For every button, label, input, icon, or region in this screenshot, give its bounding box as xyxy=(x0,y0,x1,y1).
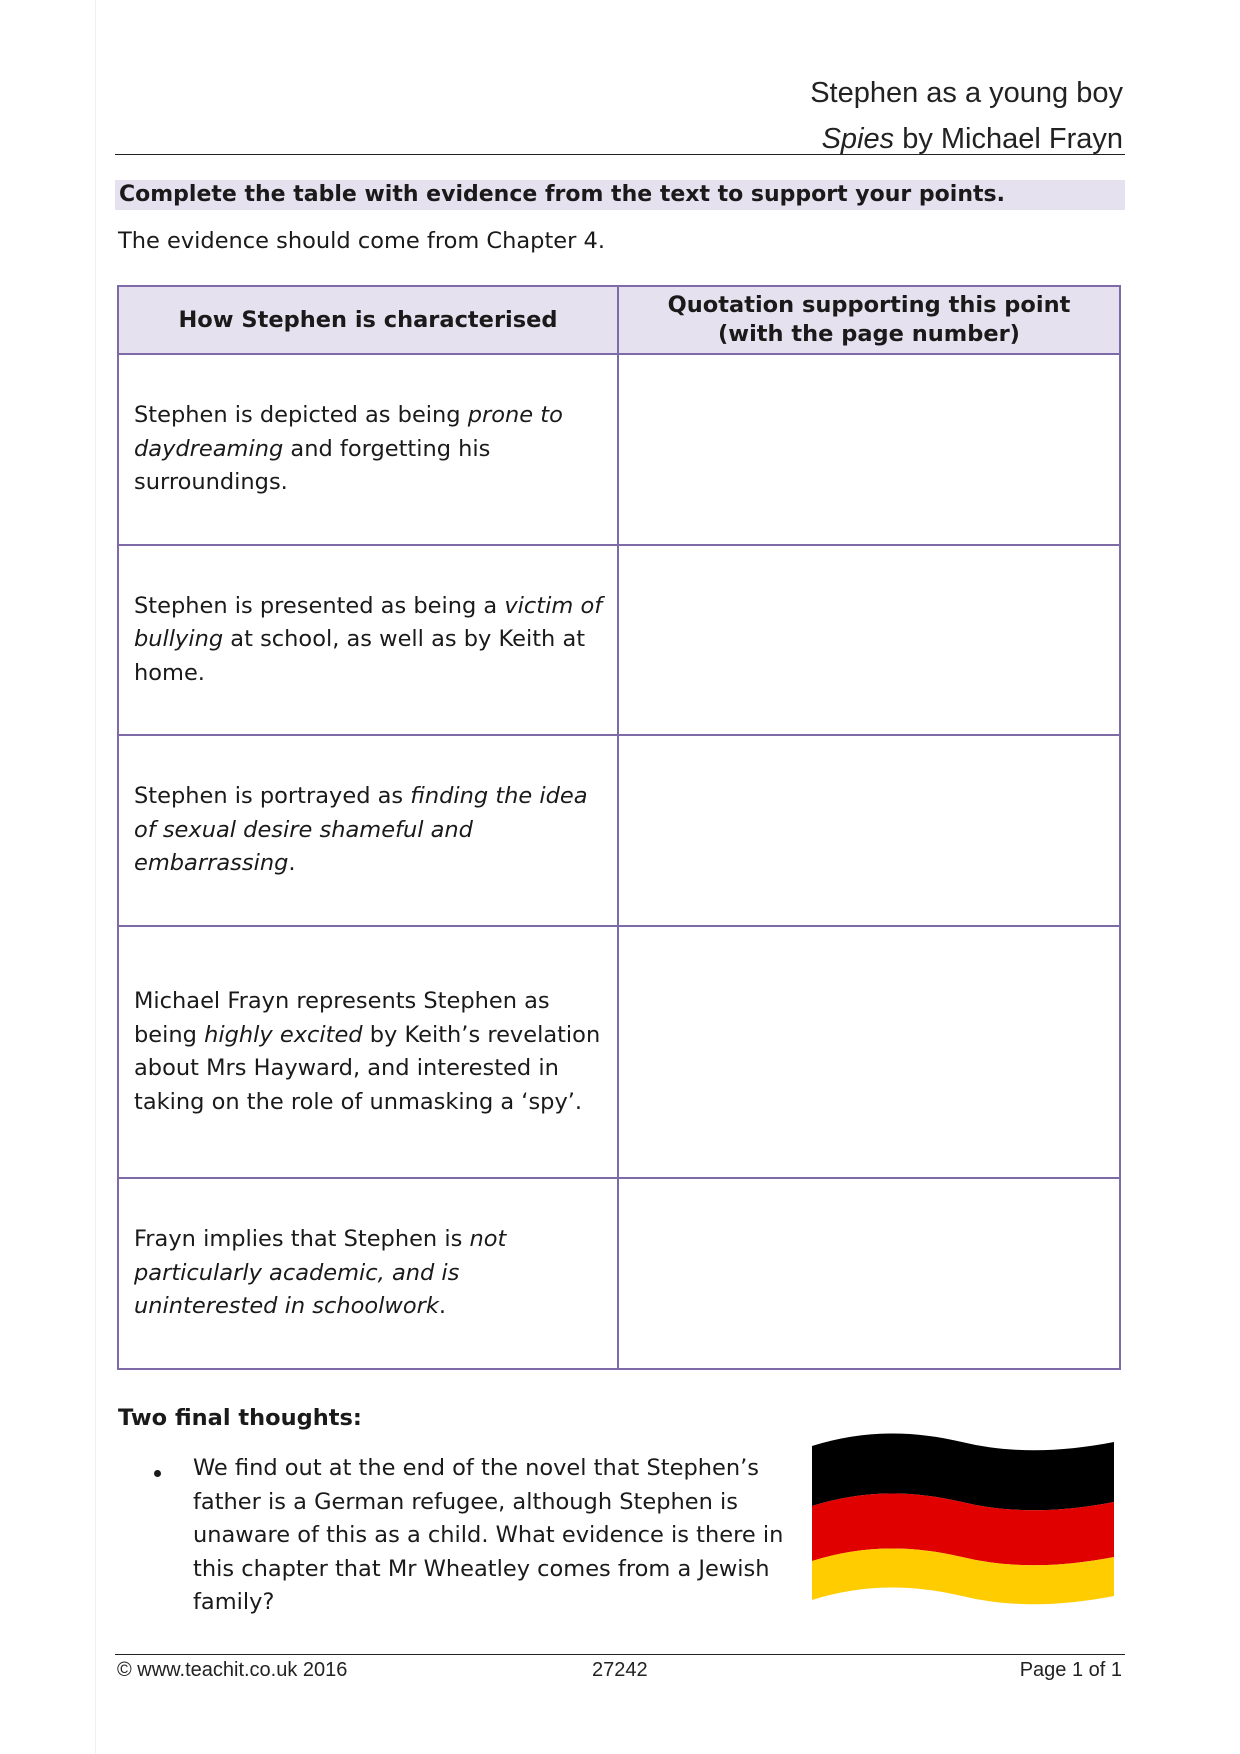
cell-text: Stephen is presented as being a xyxy=(134,592,505,619)
table-header-row xyxy=(118,286,1120,354)
sub-instruction: The evidence should come from Chapter 4. xyxy=(118,228,605,254)
column-header-quotation xyxy=(618,286,1120,354)
header-divider xyxy=(115,154,1125,155)
column-header-quotation-line1: Quotation supporting this point xyxy=(667,292,1071,318)
cell-emphasis: finding the idea of sexual desire shameful and embarrassing xyxy=(134,783,588,877)
cell-emphasis: victim of bullying xyxy=(134,592,603,653)
column-header-quotation-line2: (with the page number) xyxy=(718,321,1020,347)
evidence-table xyxy=(117,285,1121,1370)
footer-divider xyxy=(115,1654,1125,1655)
cell-emphasis: not particularly academic, and is uninterested in schoolwork xyxy=(134,1226,507,1320)
characterisation-cell xyxy=(118,735,618,926)
main-instruction: Complete the table with evidence from the text to support your points. xyxy=(119,182,1005,207)
cell-text: Stephen is portrayed as xyxy=(134,783,411,810)
cell-text: Stephen is depicted as being xyxy=(134,402,468,429)
cell-text: at school, as well as by Keith at home. xyxy=(134,626,586,686)
characterisation-cell xyxy=(118,545,618,736)
quotation-answer-cell[interactable] xyxy=(618,354,1120,545)
characterisation-cell xyxy=(118,354,618,545)
book-title: Spies xyxy=(821,123,895,155)
table-row xyxy=(118,545,1120,736)
german-flag-icon xyxy=(812,1432,1114,1612)
worksheet-title: Stephen as a young boy xyxy=(810,77,1123,109)
characterisation-cell xyxy=(118,926,618,1179)
cell-emphasis: highly excited xyxy=(204,1021,363,1048)
cell-text: and forgetting his surroundings. xyxy=(134,435,491,496)
footer-copyright: © www.teachit.co.uk 2016 xyxy=(117,1659,348,1681)
cell-emphasis: prone to daydreaming xyxy=(134,402,563,462)
final-thought-bullet: We find out at the end of the novel that Stephen’s father is a German refugee, although Stephen is unaware of this as a child. What evidence is there in this chapter that Mr Wheatley comes from a Jewish family? xyxy=(193,1455,784,1615)
footer-page-number: Page 1 of 1 xyxy=(1019,1659,1122,1681)
book-reference xyxy=(810,116,1123,162)
cell-text: Frayn implies that Stephen is xyxy=(134,1226,470,1253)
quotation-answer-cell[interactable] xyxy=(618,1178,1120,1369)
cell-text: Michael Frayn represents Stephen as being xyxy=(134,988,550,1048)
quotation-answer-cell[interactable] xyxy=(618,926,1120,1179)
table-row xyxy=(118,926,1120,1179)
document-header xyxy=(810,70,1123,162)
quotation-answer-cell[interactable] xyxy=(618,545,1120,736)
book-author: by Michael Frayn xyxy=(894,123,1123,155)
cell-text: by Keith’s revelation about Mrs Hayward, and interested in taking on the role of unmasking a ‘spy’. xyxy=(134,1021,601,1115)
quotation-answer-cell[interactable] xyxy=(618,735,1120,926)
page-edge xyxy=(95,0,96,1754)
table-row xyxy=(118,354,1120,545)
table-row xyxy=(118,735,1120,926)
final-thoughts-heading: Two final thoughts: xyxy=(118,1405,362,1431)
bullet-icon xyxy=(154,1470,161,1477)
cell-text: . xyxy=(438,1293,447,1320)
characterisation-cell xyxy=(118,1178,618,1369)
table-row xyxy=(118,1178,1120,1369)
cell-text: . xyxy=(288,850,296,877)
footer-resource-code: 27242 xyxy=(592,1659,648,1681)
column-header-characterisation: How Stephen is characterised xyxy=(118,286,618,354)
